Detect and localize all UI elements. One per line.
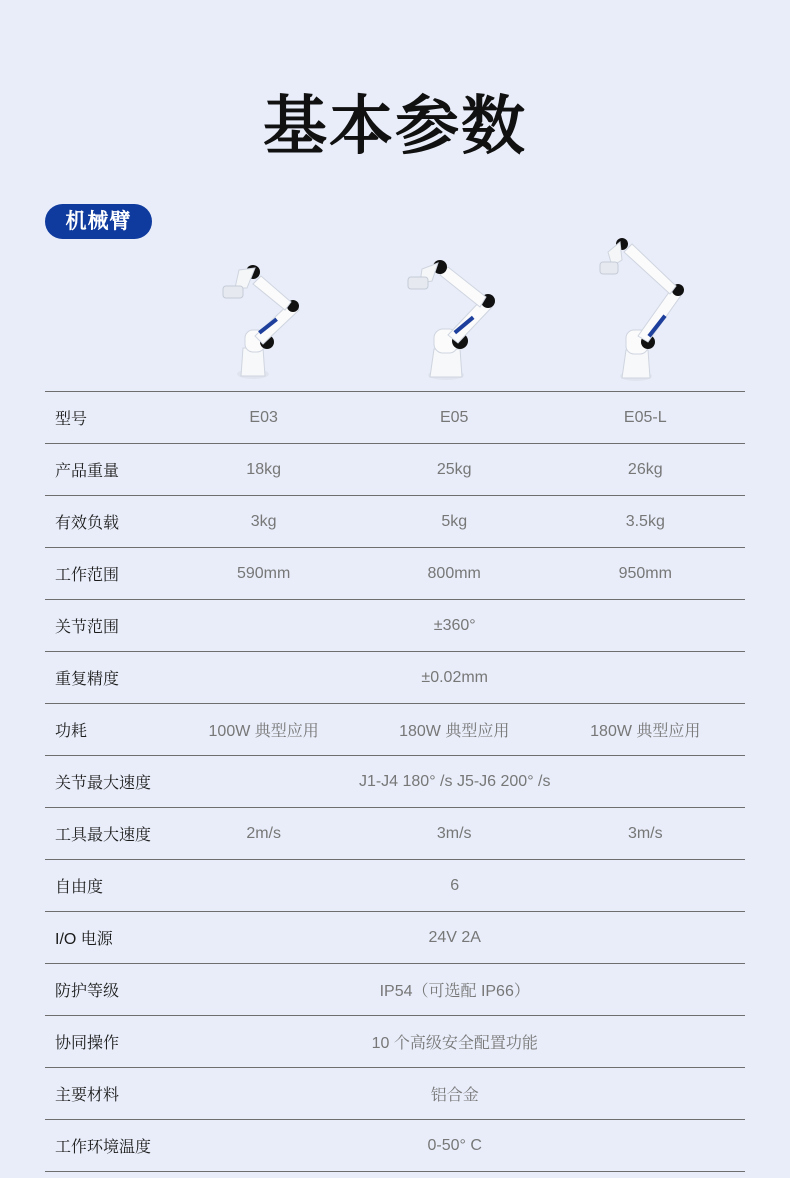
spec-table <box>45 391 745 1172</box>
row-label: 工作范围 <box>45 548 164 600</box>
row-value: 180W 典型应用 <box>363 704 546 756</box>
row-label: I/O 电源 <box>45 912 164 964</box>
row-label: 功耗 <box>45 704 164 756</box>
row-label: 重复精度 <box>45 652 164 704</box>
row-value: 100W 典型应用 <box>164 704 362 756</box>
row-value: 18kg <box>164 444 362 496</box>
table-row <box>45 808 745 860</box>
row-value: IP54（可选配 IP66） <box>164 964 745 1016</box>
row-label: 有效负载 <box>45 496 164 548</box>
row-value: 3.5kg <box>546 496 745 548</box>
row-value: ±0.02mm <box>164 652 745 704</box>
row-value: 2m/s <box>164 808 362 860</box>
row-value: 5kg <box>363 496 546 548</box>
row-label: 型号 <box>45 392 164 444</box>
table-row <box>45 964 745 1016</box>
row-value: 10 个高级安全配置功能 <box>164 1016 745 1068</box>
table-row <box>45 1068 745 1120</box>
row-value: 6 <box>164 860 745 912</box>
table-row <box>45 496 745 548</box>
row-value: 800mm <box>363 548 546 600</box>
row-value: 0-50° C <box>164 1120 745 1172</box>
page-title: 基本参数 <box>263 90 527 162</box>
row-value: 铝合金 <box>164 1068 745 1120</box>
row-label: 自由度 <box>45 860 164 912</box>
row-value: 3m/s <box>363 808 546 860</box>
row-value: J1-J4 180° /s J5-J6 200° /s <box>164 756 745 808</box>
row-label: 协同操作 <box>45 1016 164 1068</box>
robot-arm-icon-e05 <box>398 255 508 383</box>
row-label: 关节范围 <box>45 600 164 652</box>
row-value: E05-L <box>546 392 745 444</box>
row-label: 工具最大速度 <box>45 808 164 860</box>
table-row <box>45 860 745 912</box>
robot-arm-icon-e05-l <box>592 238 702 383</box>
row-label: 工作环境温度 <box>45 1120 164 1172</box>
table-row <box>45 652 745 704</box>
row-label: 关节最大速度 <box>45 756 164 808</box>
section-badge: 机械臂 <box>45 204 152 239</box>
robot-arm-icon-e03 <box>205 258 315 383</box>
row-label: 防护等级 <box>45 964 164 1016</box>
row-value: 3m/s <box>546 808 745 860</box>
row-value: E05 <box>363 392 546 444</box>
table-row <box>45 704 745 756</box>
row-value: 24V 2A <box>164 912 745 964</box>
table-row <box>45 548 745 600</box>
row-value: 590mm <box>164 548 362 600</box>
table-row <box>45 756 745 808</box>
table-row <box>45 392 745 444</box>
table-row <box>45 1120 745 1172</box>
table-row <box>45 444 745 496</box>
table-row <box>45 600 745 652</box>
row-value: 25kg <box>363 444 546 496</box>
row-value: 26kg <box>546 444 745 496</box>
table-row <box>45 912 745 964</box>
row-value: 180W 典型应用 <box>546 704 745 756</box>
row-value: 3kg <box>164 496 362 548</box>
row-value: 950mm <box>546 548 745 600</box>
row-value: ±360° <box>164 600 745 652</box>
row-label: 主要材料 <box>45 1068 164 1120</box>
table-row <box>45 1016 745 1068</box>
row-label: 产品重量 <box>45 444 164 496</box>
row-value: E03 <box>164 392 362 444</box>
